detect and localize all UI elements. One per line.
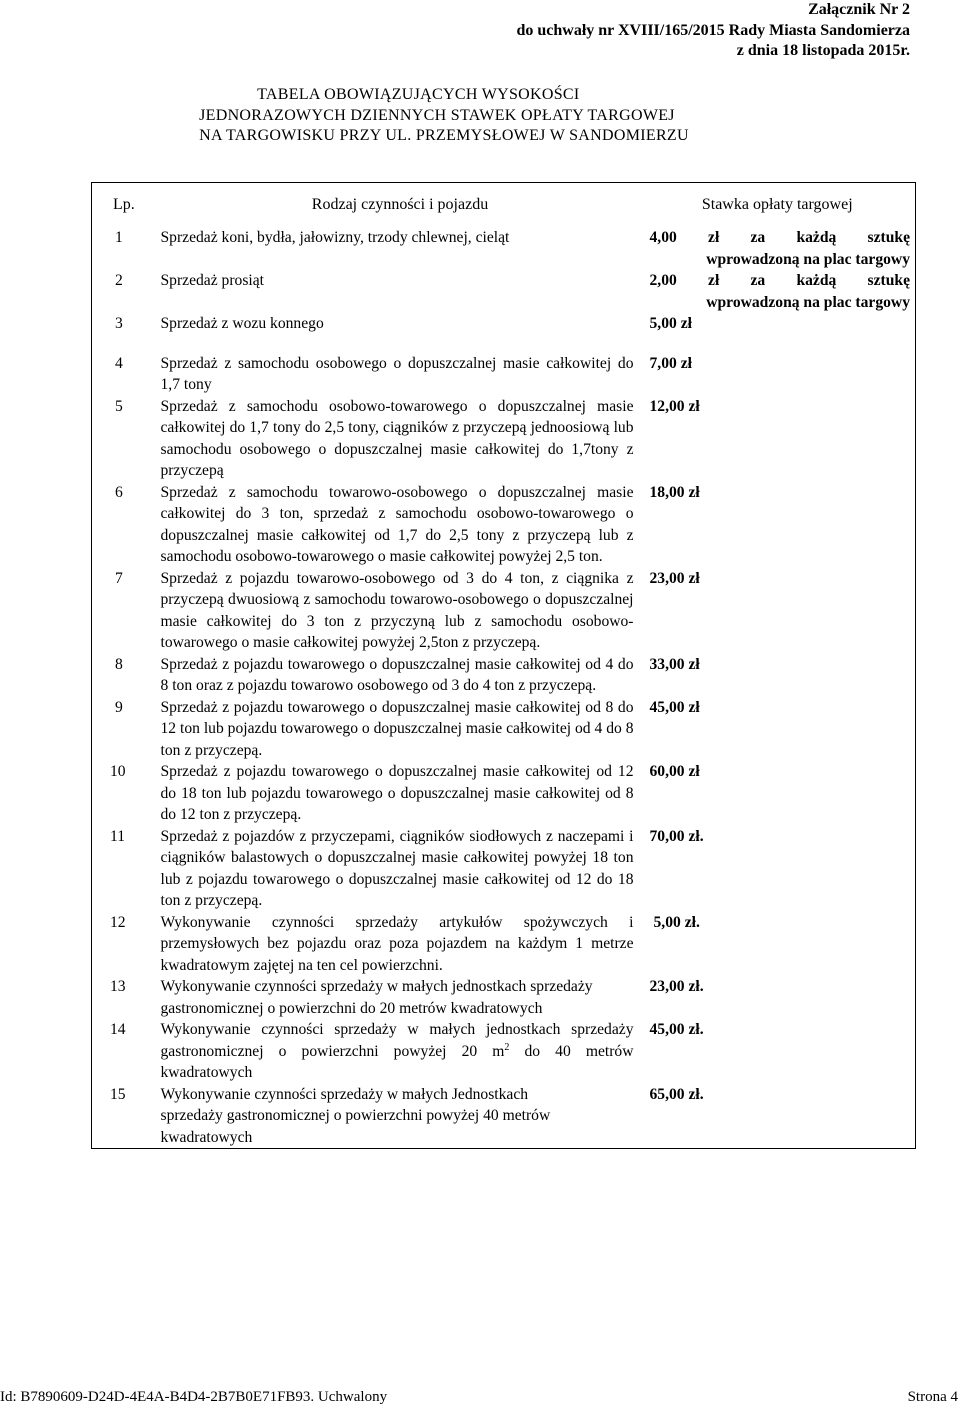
- row-rate: 45,00 zł.: [640, 1019, 916, 1084]
- table-row: [92, 697, 916, 762]
- row-number: 12: [92, 912, 161, 977]
- table-row: [92, 353, 916, 396]
- table-row: [92, 270, 916, 313]
- row-description: Sprzedaż z pojazdu towarowego o dopuszczalnej masie całkowitej od 8 do 12 ton lub pojazdu towarowego o dopuszczalnej masie całkowitej od 4 do 8 ton z przyczepą.: [160, 698, 634, 759]
- row-description: Sprzedaż z samochodu osobowo-towarowego o dopuszczalnej masie całkowitej do 1,7 tony do 2,5 tony, ciągników z przyczepą jednoosiową lub samochodu osobowego o dopuszczalnej masie całkowitej do 1,7tony z przyczepą: [160, 397, 634, 479]
- table-row: [92, 313, 916, 335]
- row-number: 7: [92, 568, 161, 654]
- row-number: 8: [92, 654, 161, 697]
- row-number: 15: [92, 1084, 161, 1149]
- row-description: Sprzedaż z samochodu towarowo-osobowego o dopuszczalnej masie całkowitej do 3 ton, sprzedaż z samochodu osobowo-towarowego o dopuszczalnej masie całkowitej od 1,7 do 2,5 tony z przyczepą lub z samochodu osobowo-towarowego o masie całkowitej powyżej 2,5 ton.: [160, 483, 634, 565]
- row-rate: 18,00 zł: [640, 482, 916, 568]
- table-row: [92, 654, 916, 697]
- title-line-1: TABELA OBOWIĄZUJĄCYCH WYSOKOŚCI: [257, 86, 580, 103]
- document-title: [0, 85, 960, 147]
- superscript-exponent: 2: [504, 1041, 510, 1053]
- row-number: 4: [92, 353, 161, 396]
- row-number: 6: [92, 482, 161, 568]
- row-rate: 12,00 zł: [640, 396, 916, 482]
- row-rate: 5,00 zł.: [640, 912, 916, 977]
- column-header-lp: Lp.: [92, 183, 161, 228]
- table-row: [92, 1084, 916, 1149]
- row-number: 13: [92, 976, 161, 1019]
- table-row: [92, 1019, 916, 1084]
- rate-amount: 2,00 zł za każdą sztukę: [649, 272, 910, 289]
- table-row: [92, 482, 916, 568]
- row-description: Sprzedaż z samochodu osobowego o dopuszczalnej masie całkowitej do 1,7 tony: [160, 354, 634, 393]
- row-rate: 5,00 zł: [640, 313, 916, 335]
- page-number: Strona 4: [907, 1389, 958, 1405]
- resolution-date: z dnia 18 listopada 2015r.: [736, 42, 910, 59]
- row-number: 5: [92, 396, 161, 482]
- row-rate: 45,00 zł: [640, 697, 916, 762]
- attachment-header: [516, 0, 910, 62]
- row-rate: 7,00 zł: [640, 353, 916, 396]
- table-row: [92, 761, 916, 826]
- row-description: Sprzedaż z wozu konnego: [160, 315, 324, 332]
- attachment-number: Załącznik Nr 2: [808, 1, 910, 18]
- row-rate: 23,00 zł: [640, 568, 916, 654]
- column-header-type: Rodzaj czynności i pojazdu: [161, 183, 640, 228]
- table-row: [92, 912, 916, 977]
- row-rate: 65,00 zł.: [640, 1084, 916, 1149]
- row-description: Sprzedaż z pojazdu towarowego o dopuszczalnej masie całkowitej od 4 do 8 ton oraz z pojazdu towarowo osobowego od 3 do 4 ton z przyczepą.: [160, 655, 634, 694]
- row-number: 1: [92, 227, 161, 270]
- row-description: [161, 1019, 640, 1084]
- title-line-2: JEDNORAZOWYCH DZIENNYCH STAWEK OPŁATY TARGOWEJ: [199, 106, 675, 124]
- resolution-reference: do uchwały nr XVIII/165/2015 Rady Miasta Sandomierza: [516, 21, 910, 39]
- table-spacer: [92, 335, 916, 353]
- table-row: [92, 227, 916, 270]
- rate-note: wprowadzoną na plac targowy: [706, 250, 910, 268]
- column-header-rate: Stawka opłaty targowej: [640, 183, 916, 228]
- table-header-row: [92, 183, 916, 228]
- row-number: 14: [92, 1019, 161, 1084]
- row-number: 3: [92, 313, 161, 335]
- title-line-3: NA TARGOWISKU PRZY UL. PRZEMYSŁOWEJ W SANDOMIERZU: [199, 127, 689, 144]
- row-description-part: Wykonywanie czynności sprzedaży w małych jednostkach sprzedaży gastronomicznej o powierzchni powyżej 20 m: [160, 1021, 634, 1060]
- rate-amount: 4,00 zł za każdą sztukę: [649, 229, 910, 246]
- row-description: Wykonywanie czynności sprzedaży w małych Jednostkach sprzedaży gastronomicznej o powierzchni powyżej 40 metrów kwadratowych: [161, 1084, 640, 1149]
- row-description: Sprzedaż koni, bydła, jałowizny, trzody chlewnej, cieląt: [160, 229, 510, 246]
- table-row: [92, 568, 916, 654]
- row-rate: 33,00 zł: [640, 654, 916, 697]
- row-number: 2: [92, 270, 161, 313]
- row-rate: 70,00 zł.: [640, 826, 916, 912]
- table-row: [92, 976, 916, 1019]
- table-row: [92, 826, 916, 912]
- row-description: Sprzedaż z pojazdów z przyczepami, ciągników siodłowych z naczepami i ciągników balastowych o dopuszczalnej masie całkowitej powyżej 18 ton lub z pojazdu towarowego o dopuszczalnej masie całkowitej od 12 do 18 ton z przyczepą.: [160, 827, 634, 909]
- row-number: 9: [92, 697, 161, 762]
- row-description: Wykonywanie czynności sprzedaży artykułów spożywczych i przemysłowych bez pojazdu oraz poza pojazdem na każdym 1 metrze kwadratowym zajętej na ten cel powierzchni.: [160, 913, 634, 974]
- row-description-part: do 40 metrów kwadratowych: [160, 1042, 634, 1081]
- row-rate: [640, 270, 916, 313]
- document-id: Id: B7890609-D24D-4E4A-B4D4-2B7B0E71FB93. Uchwalony: [0, 1389, 388, 1405]
- row-description: Sprzedaż z pojazdu towarowo-osobowego od 3 do 4 ton, z ciągnika z przyczepą dwuosiową z samochodu towarowo-osobowego o dopuszczalnej masie całkowitej do 3 ton z przyczyną lub z samochodu osobowo-towarowego o masie całkowitej powyżej 2,5ton z przyczepą.: [160, 569, 634, 651]
- table-row: [92, 396, 916, 482]
- fee-table: [91, 182, 916, 1149]
- row-number: 10: [92, 761, 161, 826]
- row-rate: [640, 227, 916, 270]
- row-rate: 23,00 zł.: [640, 976, 916, 1019]
- row-rate: 60,00 zł: [640, 761, 916, 826]
- row-description: Sprzedaż prosiąt: [160, 272, 264, 289]
- row-number: 11: [92, 826, 161, 912]
- row-description: Sprzedaż z pojazdu towarowego o dopuszczalnej masie całkowitej od 12 do 18 ton lub pojazdu towarowego o dopuszczalnej masie całkowitej od 8 do 12 ton z przyczepą.: [160, 763, 634, 823]
- row-description: Wykonywanie czynności sprzedaży w małych jednostkach sprzedaży gastronomicznej o powierzchni do 20 metrów kwadratowych: [160, 978, 593, 1017]
- rate-note: wprowadzoną na plac targowy: [706, 293, 910, 311]
